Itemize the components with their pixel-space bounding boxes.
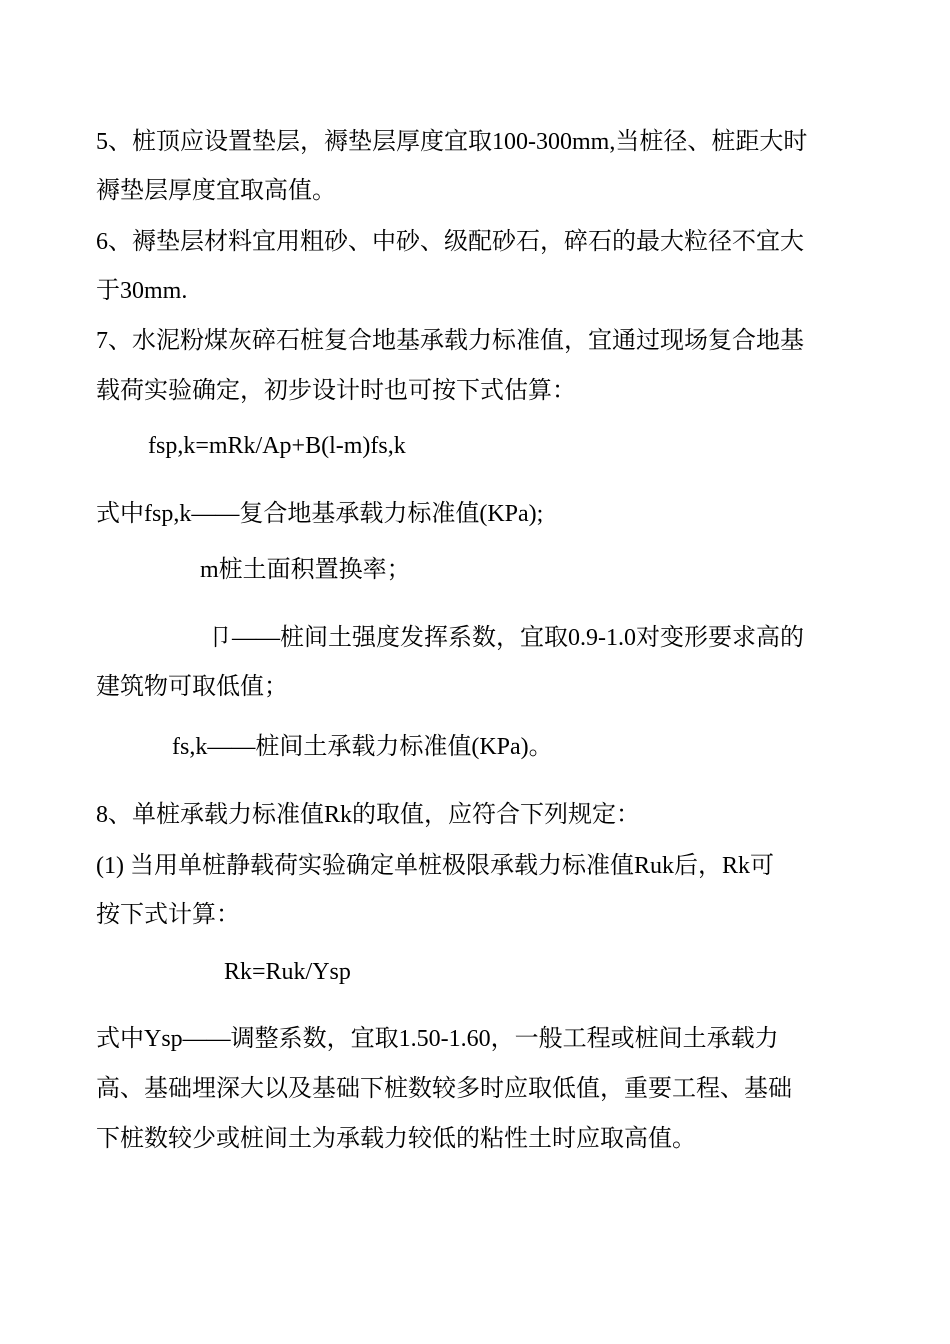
text-line: 8、单桩承载力标准值Rk的取值，应符合下列规定： [96, 802, 641, 828]
definition-line: fs,k——桩间土承载力标准值(KPa)。 [172, 734, 553, 760]
formula-line: Rk=Ruk/Ysp [224, 959, 351, 985]
text-line: 式中fsp,k——复合地基承载力标准值(KPa); [96, 501, 544, 527]
text-line: 高、基础埋深大以及基础下桩数较多时应取低值，重要工程、基础 [96, 1076, 792, 1102]
text-line: 6、褥垫层材料宜用粗砂、中砂、级配砂石，碎石的最大粒径不宜大 [96, 229, 804, 255]
text-line: 建筑物可取低值； [96, 674, 288, 700]
definition-line: 卩——桩间土强度发挥系数，宜取0.9-1.0对变形要求高的 [208, 625, 804, 651]
text-line: 载荷实验确定，初步设计时也可按下式估算： [96, 378, 576, 404]
text-line: 按下式计算： [96, 902, 240, 928]
definition-line: m桩土面积置换率； [200, 557, 411, 583]
text-line: 下桩数较少或桩间土为承载力较低的粘性土时应取高值。 [96, 1126, 696, 1152]
text-line: 褥垫层厚度宜取高值。 [96, 178, 336, 204]
text-line: 7、水泥粉煤灰碎石桩复合地基承载力标准值，宜通过现场复合地基 [96, 328, 804, 354]
text-line: (1) 当用单桩静载荷实验确定单桩极限承载力标准值Ruk后，Rk可 [96, 853, 774, 879]
text-line: 5、桩顶应设置垫层，褥垫层厚度宜取100-300mm,当桩径、桩距大时 [96, 129, 808, 155]
text-line: 于30mm. [96, 278, 188, 304]
formula-line: fsp,k=mRk/Ap+B(l-m)fs,k [148, 433, 406, 459]
text-line: 式中Ysp——调整系数，宜取1.50-1.60，一般工程或桩间土承载力 [96, 1026, 779, 1052]
